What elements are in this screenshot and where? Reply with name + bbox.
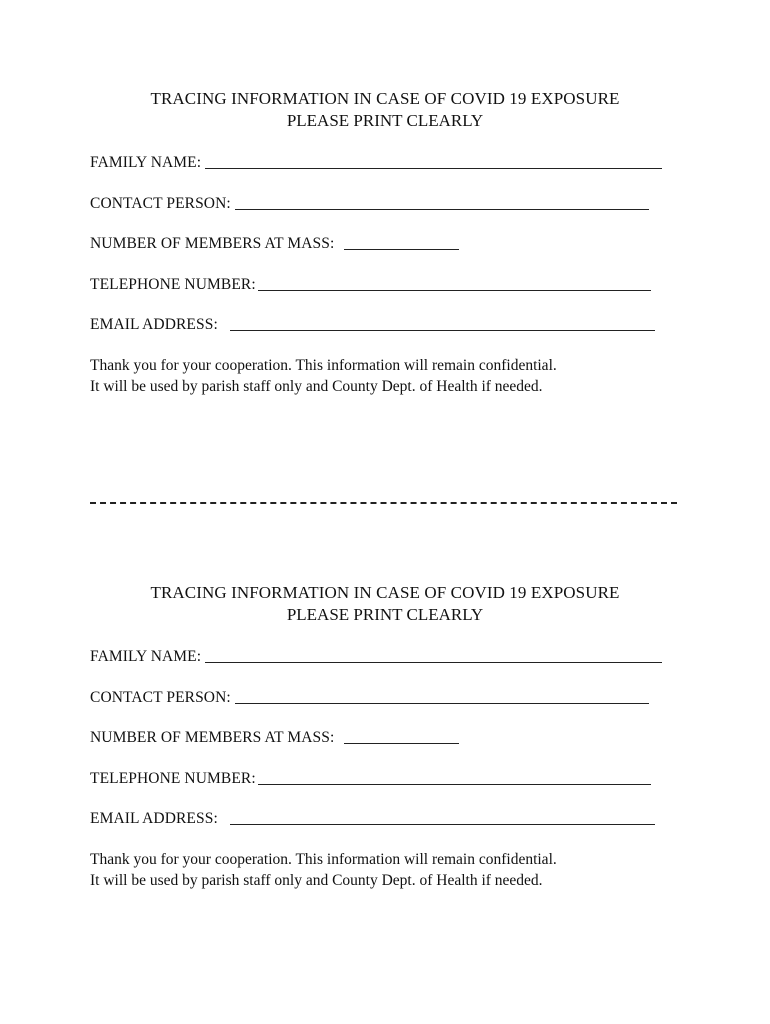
confidentiality-note-line-1: Thank you for your cooperation. This information will remain confidential. [90, 356, 557, 374]
contact-person-label: CONTACT PERSON: [90, 688, 231, 706]
family-name-label: FAMILY NAME: [90, 154, 202, 171]
email-field [90, 314, 680, 334]
tracing-form-top [90, 88, 680, 397]
telephone-field [90, 768, 680, 788]
members-at-mass-input-line[interactable] [344, 234, 459, 250]
members-at-mass-field [90, 727, 680, 747]
telephone-input-line[interactable] [258, 769, 651, 785]
tracing-form-bottom [90, 582, 680, 891]
contact-person-input-line[interactable] [235, 194, 649, 210]
email-field [90, 808, 680, 828]
members-at-mass-field [90, 233, 680, 253]
form-subtitle: PLEASE PRINT CLEARLY [286, 605, 484, 624]
telephone-label: TELEPHONE NUMBER: [90, 275, 256, 293]
telephone-label: TELEPHONE NUMBER: [90, 769, 256, 787]
cut-line-divider [90, 502, 677, 504]
members-at-mass-label: NUMBER OF MEMBERS AT MASS: [90, 235, 335, 252]
family-name-label: FAMILY NAME: [90, 648, 202, 665]
family-name-field [90, 646, 680, 666]
telephone-input-line[interactable] [258, 275, 651, 291]
family-name-input-line[interactable] [205, 153, 662, 169]
contact-person-field [90, 687, 680, 707]
family-name-field [90, 152, 680, 172]
form-title: TRACING INFORMATION IN CASE OF COVID 19 EXPOSURE [150, 89, 620, 108]
contact-person-label: CONTACT PERSON: [90, 194, 231, 212]
form-title: TRACING INFORMATION IN CASE OF COVID 19 EXPOSURE [150, 583, 620, 602]
members-at-mass-label: NUMBER OF MEMBERS AT MASS: [90, 729, 335, 746]
telephone-field [90, 274, 680, 294]
family-name-input-line[interactable] [205, 647, 662, 663]
confidentiality-note-line-2: It will be used by parish staff only and County Dept. of Health if needed. [90, 871, 543, 889]
email-label: EMAIL ADDRESS: [90, 316, 218, 333]
email-input-line[interactable] [230, 315, 655, 331]
contact-person-input-line[interactable] [235, 688, 649, 704]
email-label: EMAIL ADDRESS: [90, 810, 218, 827]
confidentiality-note-line-2: It will be used by parish staff only and County Dept. of Health if needed. [90, 377, 543, 395]
email-input-line[interactable] [230, 809, 655, 825]
members-at-mass-input-line[interactable] [344, 728, 459, 744]
contact-person-field [90, 193, 680, 213]
form-subtitle: PLEASE PRINT CLEARLY [286, 111, 484, 130]
confidentiality-note-line-1: Thank you for your cooperation. This information will remain confidential. [90, 850, 557, 868]
